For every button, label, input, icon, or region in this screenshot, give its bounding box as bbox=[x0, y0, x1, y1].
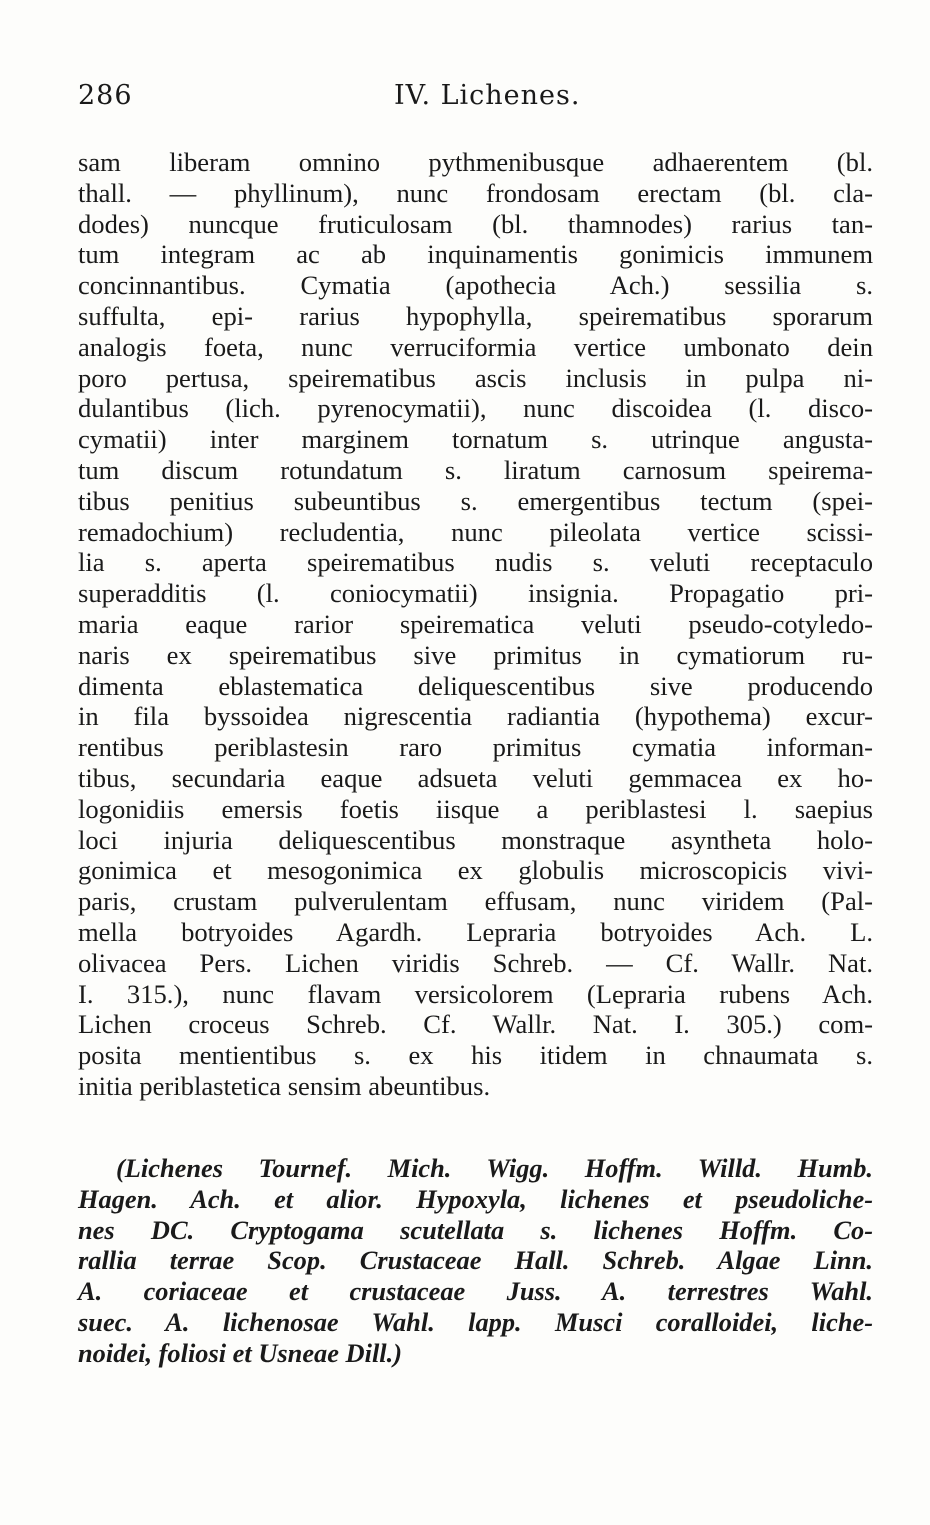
text-line: remadochium) recludentia, nunc pileolata vertice scissi- bbox=[78, 516, 873, 547]
note-line: rallia terrae Scop. Crustaceae Hall. Schreb. Algae Linn. bbox=[78, 1245, 873, 1276]
text-line: sam liberam omnino pythmenibusque adhaerentem (bl. bbox=[78, 147, 873, 177]
text-line: naris ex speirematibus sive primitus in cymatiorum ru- bbox=[78, 639, 873, 670]
text-line: olivacea Pers. Lichen viridis Schreb. — Cf. Wallr. Nat. bbox=[78, 947, 873, 978]
text-line: concinnantibus. Cymatia (apothecia Ach.) sessilia s. bbox=[78, 270, 873, 301]
text-line: paris, crustam pulverulentam effusam, nunc viridem (Pal- bbox=[78, 886, 873, 917]
main-paragraph bbox=[78, 147, 873, 1102]
text-line: posita mentientibus s. ex his itidem in chnaumata s. bbox=[78, 1040, 873, 1071]
text-line: initia periblastetica sensim abeuntibus. bbox=[78, 1070, 491, 1101]
text-line: dulantibus (lich. pyrenocymatii), nunc discoidea (l. disco- bbox=[78, 393, 873, 424]
text-line: logonidiis emersis foetis iisque a periblastesi l. saepius bbox=[78, 793, 873, 824]
text-line: maria eaque rarior speirematica veluti pseudo-cotyledo- bbox=[78, 608, 873, 639]
text-line: gonimica et mesogonimica ex globulis microscopicis vivi- bbox=[78, 855, 873, 886]
note-line: Hagen. Ach. et alior. Hypoxyla, lichenes et pseudoliche- bbox=[78, 1183, 873, 1214]
text-line: poro pertusa, speirematibus ascis inclusis in pulpa ni- bbox=[78, 362, 873, 393]
text-line: in fila byssoidea nigrescentia radiantia (hypothema) excur- bbox=[78, 701, 873, 732]
text-line: lia s. aperta speirematibus nudis s. veluti receptaculo bbox=[78, 547, 873, 578]
text-line: Lichen croceus Schreb. Cf. Wallr. Nat. I. 305.) com- bbox=[78, 1009, 873, 1040]
text-line: cymatii) inter marginem tornatum s. utrinque angusta- bbox=[78, 424, 873, 455]
note-line: suec. A. lichenosae Wahl. lapp. Musci coralloidei, liche- bbox=[78, 1306, 873, 1337]
page-number: 286 bbox=[78, 80, 133, 111]
text-line: suffulta, epi- rarius hypophylla, speirematibus sporarum bbox=[78, 300, 873, 331]
note-line: nes DC. Cryptogama scutellata s. lichenes Hoffm. Co- bbox=[78, 1214, 873, 1245]
text-line: dimenta eblastematica deliquescentibus sive producendo bbox=[78, 670, 873, 701]
text-line: rentibus periblastesin raro primitus cymatia informan- bbox=[78, 732, 873, 763]
note-line: A. coriaceae et crustaceae Juss. A. terrestres Wahl. bbox=[78, 1276, 873, 1307]
text-line: superadditis (l. coniocymatii) insignia. Propagatio pri- bbox=[78, 578, 873, 609]
text-line: mella botryoides Agardh. Lepraria botryoides Ach. L. bbox=[78, 916, 873, 947]
text-line: loci injuria deliquescentibus monstraque asyntheta holo- bbox=[78, 824, 873, 855]
text-line: I. 315.), nunc flavam versicolorem (Lepraria rubens Ach. bbox=[78, 978, 873, 1009]
running-title: IV. Lichenes. bbox=[394, 80, 581, 111]
text-line: thall. — phyllinum), nunc frondosam erectam (bl. cla- bbox=[78, 177, 873, 208]
note-line: (Lichenes Tournef. Mich. Wigg. Hoffm. Willd. Humb. bbox=[116, 1153, 873, 1183]
text-line: dodes) nuncque fruticulosam (bl. thamnodes) rarius tan- bbox=[78, 208, 873, 239]
running-head bbox=[78, 80, 873, 120]
synonymy-note bbox=[78, 1153, 873, 1369]
text-line: tum discum rotundatum s. liratum carnosum speirema- bbox=[78, 454, 873, 485]
text-line: analogis foeta, nunc verruciformia vertice umbonato dein bbox=[78, 331, 873, 362]
text-line: tibus, secundaria eaque adsueta veluti gemmacea ex ho- bbox=[78, 762, 873, 793]
text-line: tum integram ac ab inquinamentis gonimicis immunem bbox=[78, 239, 873, 270]
text-line: tibus penitius subeuntibus s. emergentibus tectum (spei- bbox=[78, 485, 873, 516]
note-line: noidei, foliosi et Usneae Dill.) bbox=[78, 1337, 402, 1368]
